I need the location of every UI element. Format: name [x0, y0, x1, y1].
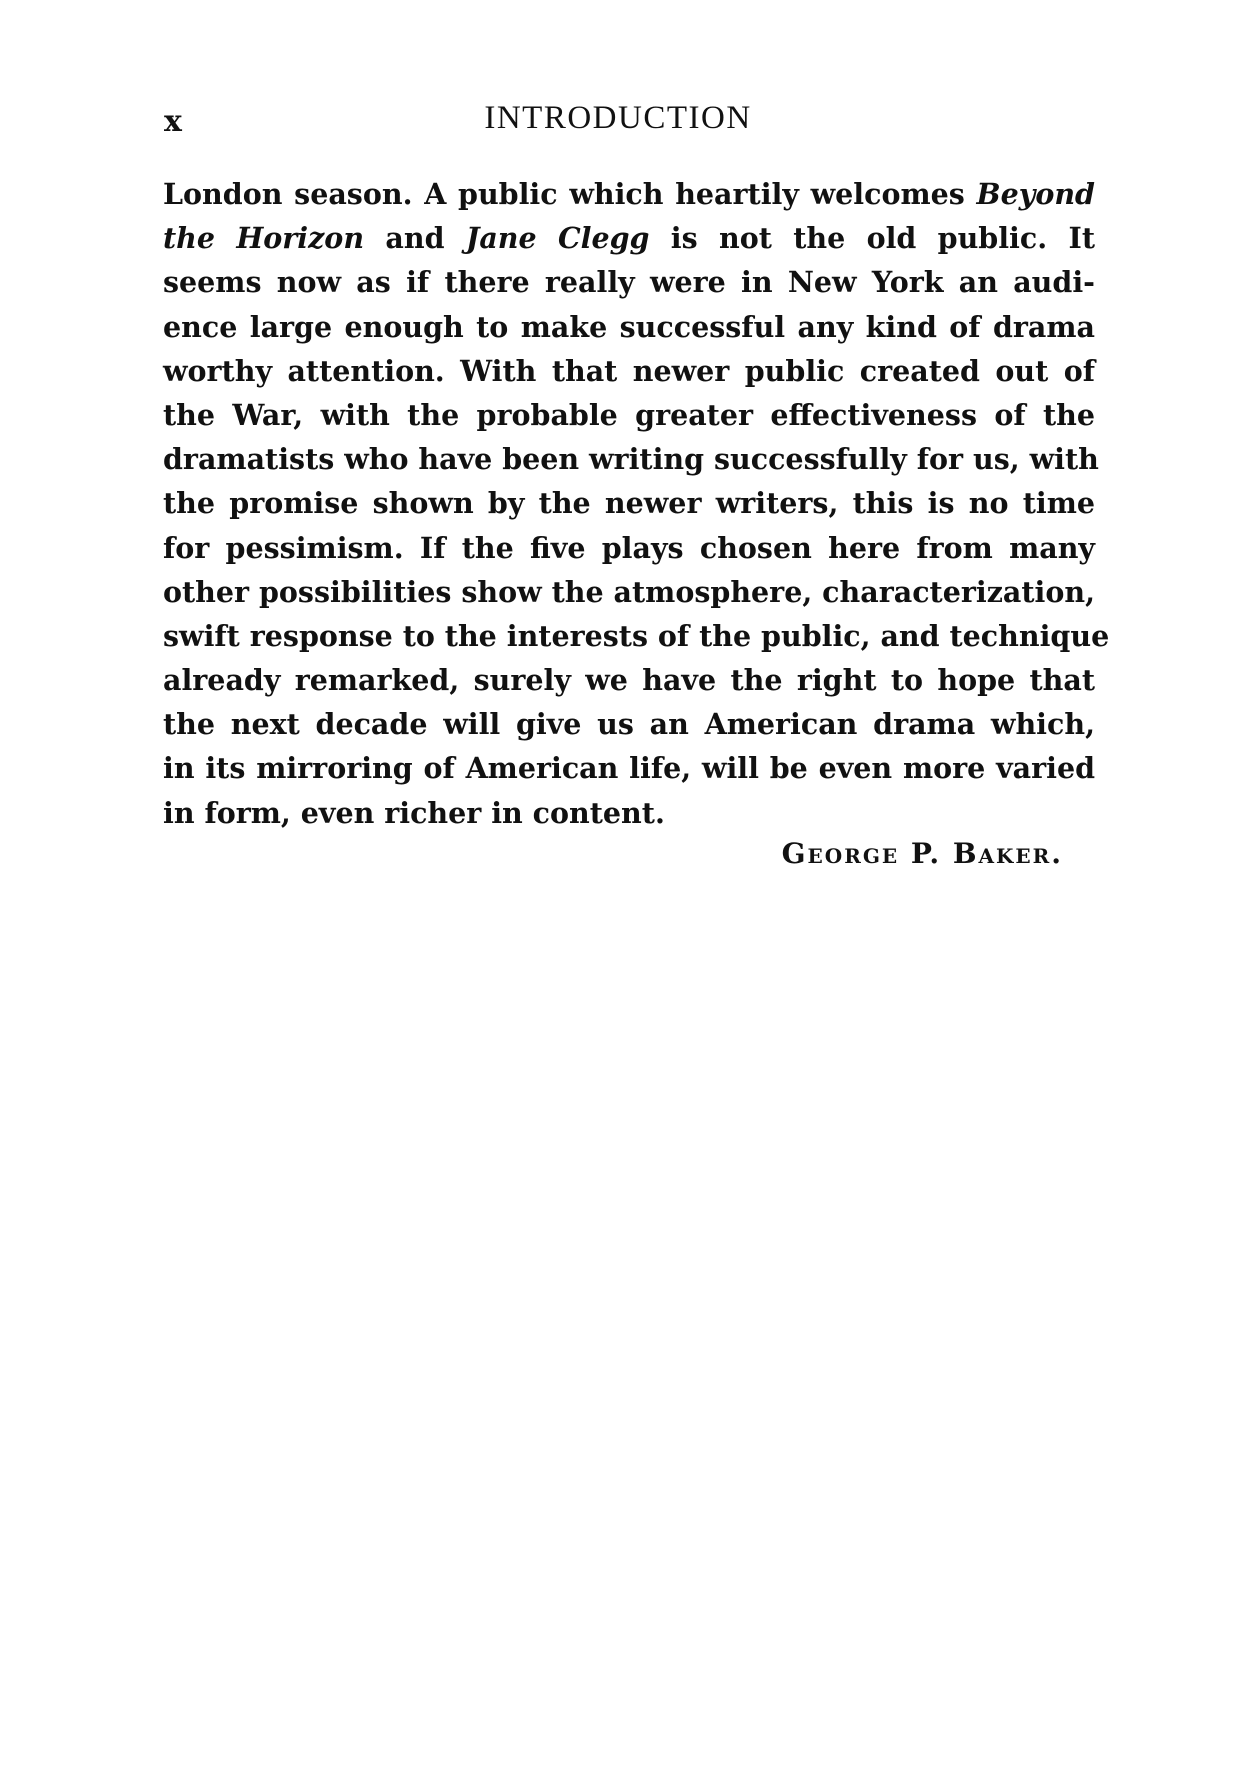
- text-line: in its mirroring of American life, will be even more varied: [163, 751, 1095, 786]
- italic-title: the Horizon: [163, 221, 365, 256]
- page-number: x: [164, 104, 182, 139]
- text-line: swift response to the interests of the public, and technique: [163, 618, 1110, 653]
- italic-title: Jane Clegg: [465, 221, 650, 256]
- author-signature: George P. Baker.: [781, 837, 1063, 870]
- text-line: the next decade will give us an American drama which,: [163, 707, 1095, 742]
- text-line: the Horizon and Jane Clegg is not the old public. It: [163, 221, 1095, 256]
- text-line: for pessimism. If the five plays chosen here from many: [163, 530, 1095, 565]
- text-line: in form, even richer in content.: [163, 795, 665, 830]
- text-line: already remarked, surely we have the right to hope that: [163, 663, 1095, 698]
- italic-title: Beyond: [976, 177, 1095, 211]
- text-line: seems now as if there really were in New York an audi-: [163, 265, 1095, 300]
- text-line: the promise shown by the newer writers, this is no time: [163, 486, 1095, 521]
- text-line: worthy attention. With that newer public created out of: [163, 353, 1095, 388]
- text-line: ence large enough to make successful any kind of drama: [163, 309, 1095, 344]
- body-paragraph: [163, 172, 1110, 835]
- text-line: dramatists who have been writing successfully for us, with: [163, 442, 1099, 477]
- text-line: the War, with the probable greater effectiveness of the: [163, 397, 1095, 432]
- running-head: INTRODUCTION: [484, 100, 752, 136]
- page-header: [160, 100, 1100, 148]
- text-line: other possibilities show the atmosphere, characterization,: [163, 574, 1095, 609]
- text-line: London season. A public which heartily welcomes Beyond: [163, 177, 1095, 211]
